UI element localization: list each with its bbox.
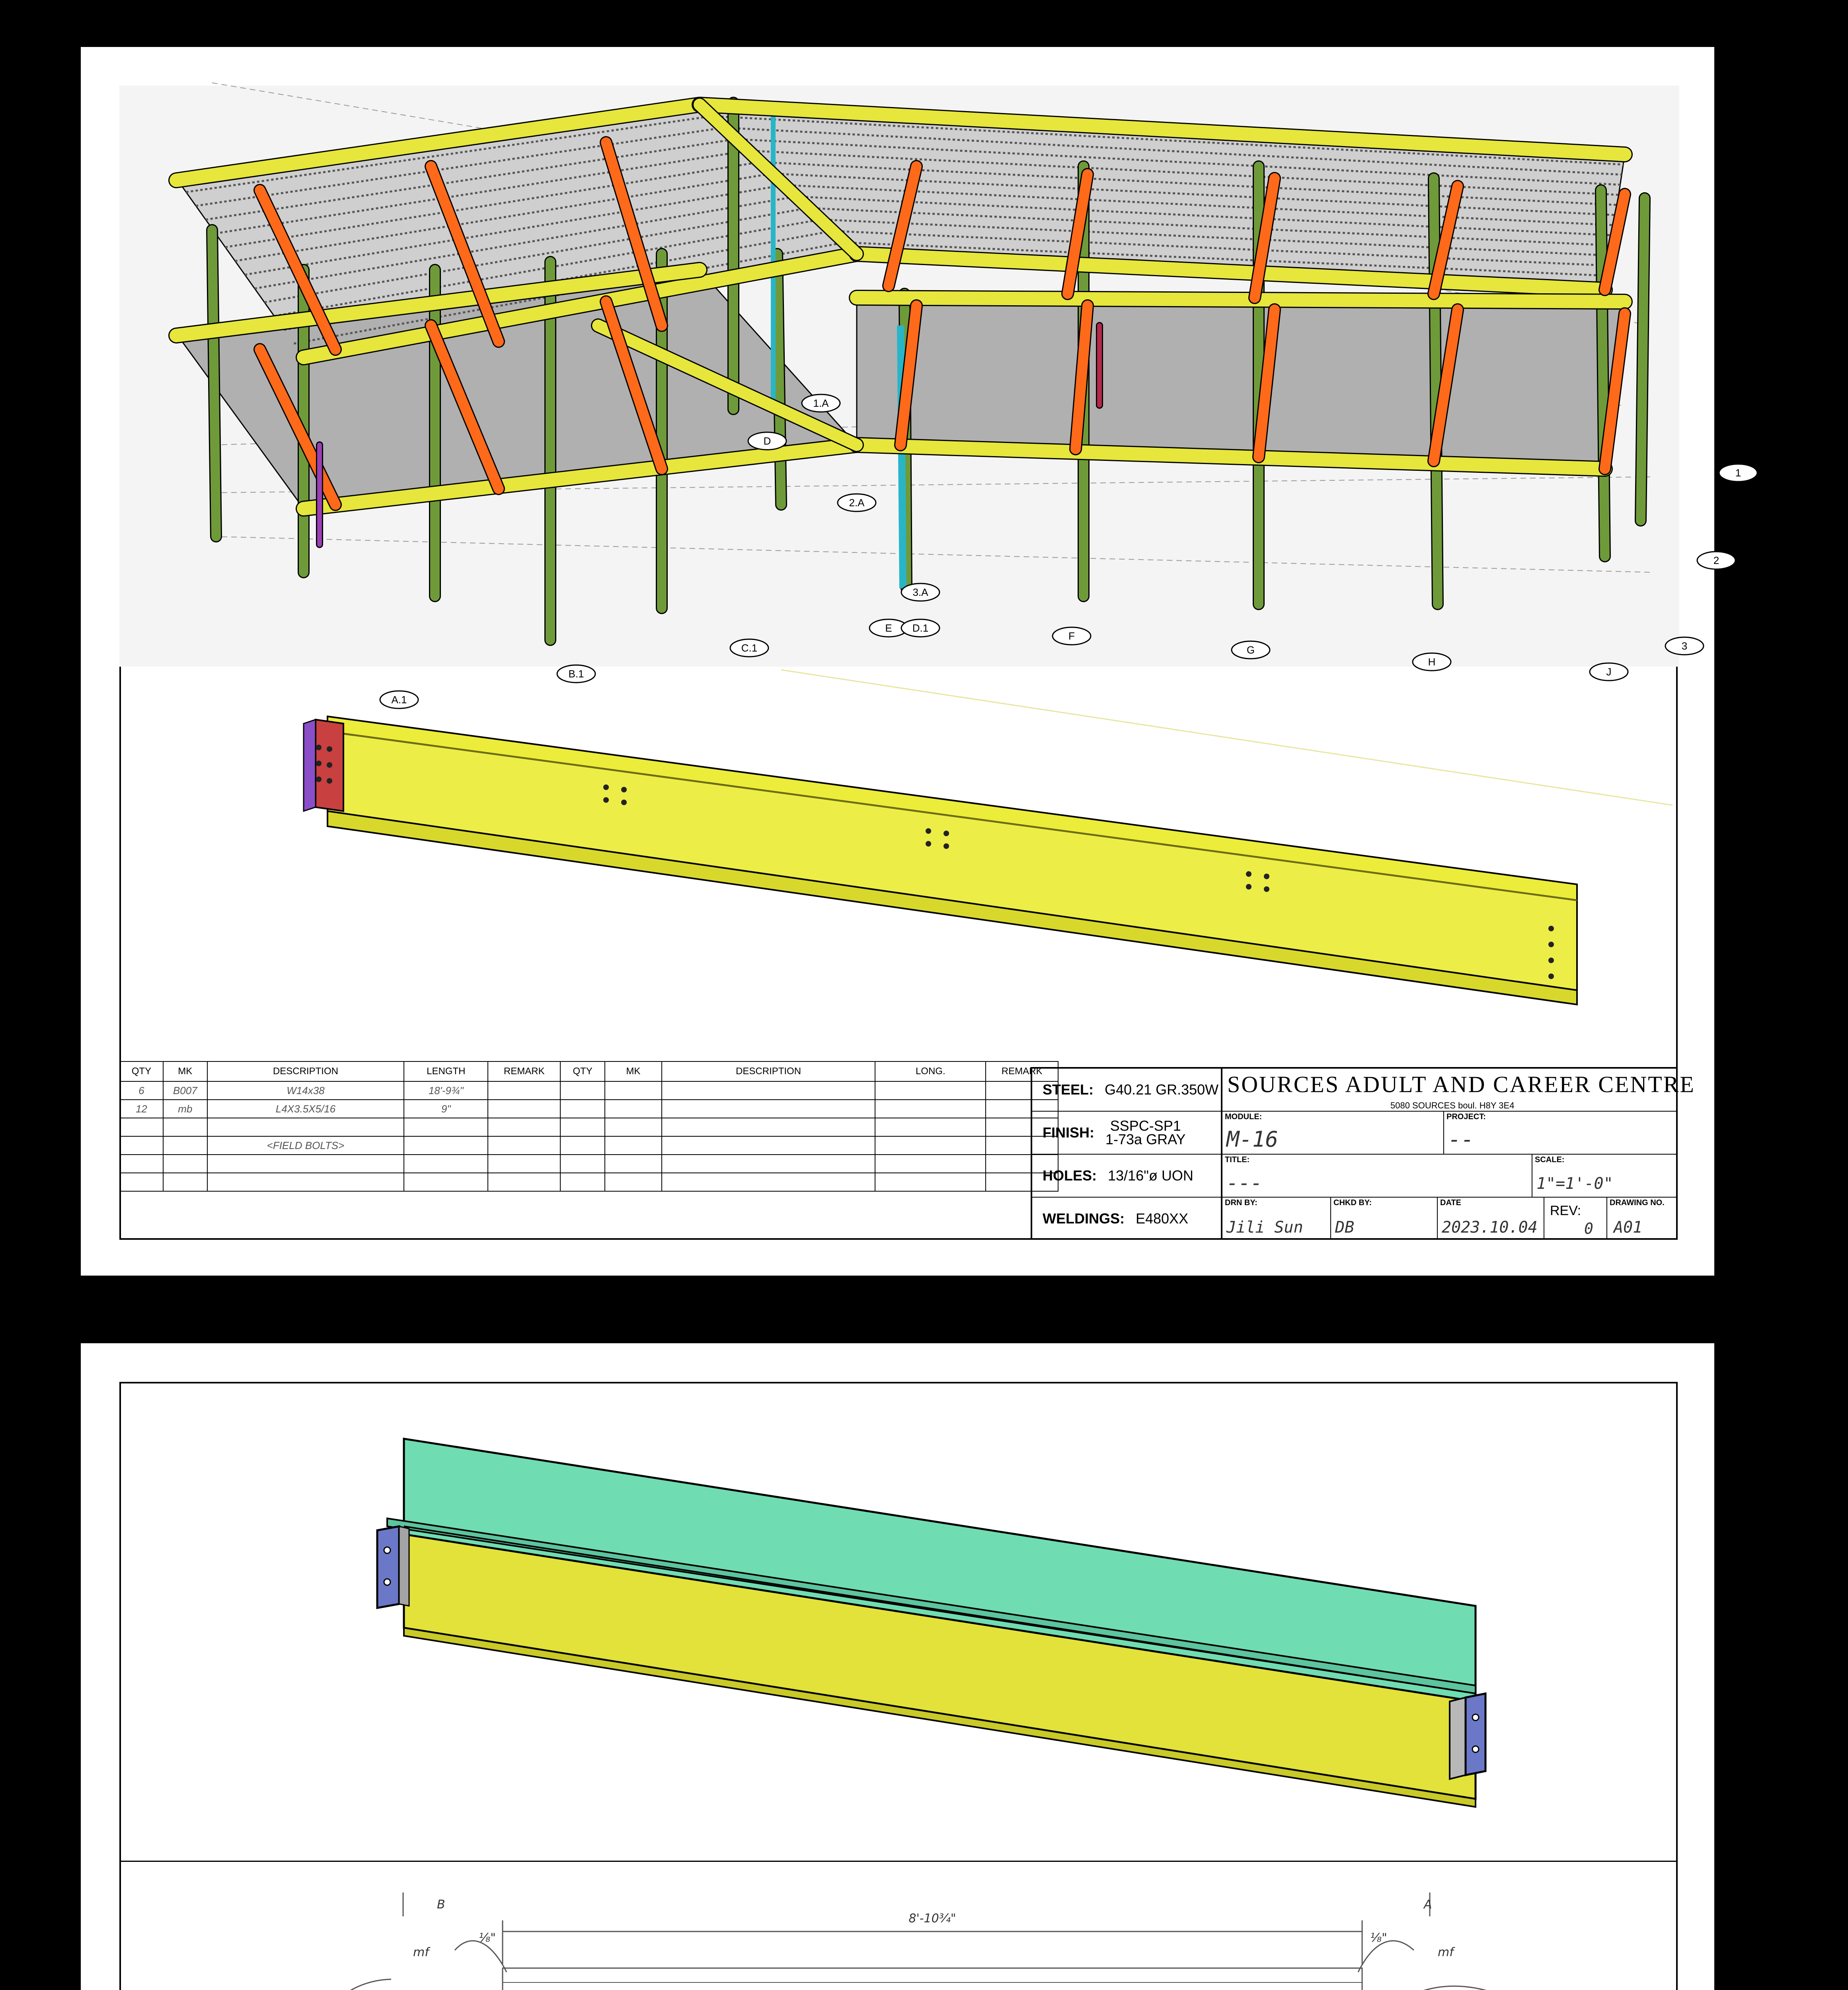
grid-label: C.1 <box>741 642 758 654</box>
row-remark <box>488 1081 560 1100</box>
table-row <box>120 1100 1058 1118</box>
grid-label: G <box>1246 644 1255 656</box>
weldings-spec: WELDINGS: E480XX <box>1032 1198 1222 1240</box>
grid-label: 1.A <box>813 397 829 409</box>
row-qty <box>120 1136 163 1155</box>
col-mk: MK <box>163 1061 207 1081</box>
module-value: M-16 <box>1226 1127 1279 1152</box>
title-block <box>1031 1067 1695 1240</box>
row-remark <box>488 1118 560 1136</box>
date-cell: DATE 2023.10.04 <box>1437 1198 1544 1240</box>
table-row <box>120 1118 1058 1136</box>
row-remark <box>488 1136 560 1155</box>
shop-drawing-lower <box>81 1343 1714 1990</box>
row-desc: <FIELD BOLTS> <box>207 1136 404 1155</box>
bill-of-materials-table <box>119 1061 1059 1192</box>
col-description-2: DESCRIPTION <box>662 1061 875 1081</box>
grid-label: 3 <box>1681 640 1688 652</box>
beam-b007-3d-view <box>81 47 1714 1082</box>
drawn-by-cell: DRN BY: Jili Sun <box>1225 1198 1303 1237</box>
grid-label: B.1 <box>568 668 584 680</box>
row-desc: W14x38 <box>207 1081 404 1100</box>
grid-label: 3.A <box>912 586 928 598</box>
row-length: 9" <box>404 1100 488 1118</box>
drawing-number-cell: DRAWING NO. A01 <box>1606 1198 1678 1240</box>
table-row <box>120 1136 1058 1155</box>
overall-length-dim: 8'-10¾" <box>908 1912 956 1926</box>
module-cell: MODULE: M-16 <box>1222 1112 1443 1155</box>
grid-label: D <box>763 435 771 447</box>
row-length <box>404 1136 488 1155</box>
bom-header-row <box>120 1061 1058 1081</box>
col-qty: QTY <box>120 1061 163 1081</box>
grid-label: 1 <box>1735 467 1741 479</box>
title-cell: TITLE: --- <box>1222 1155 1532 1198</box>
table-row <box>120 1081 1058 1100</box>
scale-cell: SCALE: 1"=1'-0" <box>1532 1155 1678 1198</box>
drawing-sheet-1 <box>81 47 1741 1276</box>
dim-eighth-right: ⅛" <box>1370 1931 1387 1945</box>
mf-leader-left: mf <box>413 1945 429 1959</box>
steel-spec: STEEL: G40.21 GR.350W <box>1032 1069 1222 1112</box>
col-description: DESCRIPTION <box>207 1061 404 1081</box>
project-cell: PROJECT: -- <box>1443 1112 1678 1155</box>
row-mk <box>163 1118 207 1136</box>
finish-spec: FINISH: SSPC-SP1 1-73a GRAY <box>1032 1112 1222 1155</box>
holes-spec: HOLES: 13/16"ø UON <box>1032 1155 1222 1198</box>
row-length <box>404 1118 488 1136</box>
grid-label: E <box>885 622 892 634</box>
cut-b-top: B <box>437 1898 445 1912</box>
row-length: 18'-9¾" <box>404 1081 488 1100</box>
col-long: LONG. <box>875 1061 986 1081</box>
grid-label: F <box>1068 630 1075 642</box>
scale-value: 1"=1'-0" <box>1536 1174 1613 1193</box>
title-value: --- <box>1226 1171 1263 1194</box>
company-address: 5080 SOURCES boul. H8Y 3E4 <box>1390 1100 1515 1110</box>
dim-eighth-left: ⅛" <box>479 1931 496 1945</box>
checked-by-cell: CHKD BY: DB <box>1330 1198 1437 1240</box>
row-qty <box>120 1118 163 1136</box>
drawing-sheet-2 <box>81 1343 1714 1990</box>
cut-a-top: A <box>1424 1898 1432 1912</box>
company-name: SOURCES ADULT AND CAREER CENTRE <box>1227 1071 1695 1097</box>
col-remark-2: REMARK <box>986 1061 1058 1081</box>
revision-cell: REV: 0 <box>1544 1198 1606 1240</box>
grid-label: 2 <box>1713 554 1719 566</box>
row-remark <box>488 1100 560 1118</box>
row-mk: B007 <box>163 1081 207 1100</box>
grid-label: D.1 <box>912 622 929 634</box>
col-remark: REMARK <box>488 1061 560 1081</box>
col-mk-2: MK <box>605 1061 662 1081</box>
row-qty: 12 <box>120 1100 163 1118</box>
grid-label: J <box>1606 666 1612 678</box>
grid-label: H <box>1428 656 1436 668</box>
row-qty: 6 <box>120 1081 163 1100</box>
grid-label: 2.A <box>849 497 865 509</box>
project-value: -- <box>1448 1127 1474 1152</box>
col-length: LENGTH <box>404 1061 488 1081</box>
row-desc: L4X3.5X5/16 <box>207 1100 404 1118</box>
grid-label: A.1 <box>391 694 407 706</box>
row-mk: mb <box>163 1100 207 1118</box>
col-qty-2: QTY <box>560 1061 605 1081</box>
mf-leader-right: mf <box>1438 1945 1454 1959</box>
row-mk <box>163 1136 207 1155</box>
row-desc <box>207 1118 404 1136</box>
